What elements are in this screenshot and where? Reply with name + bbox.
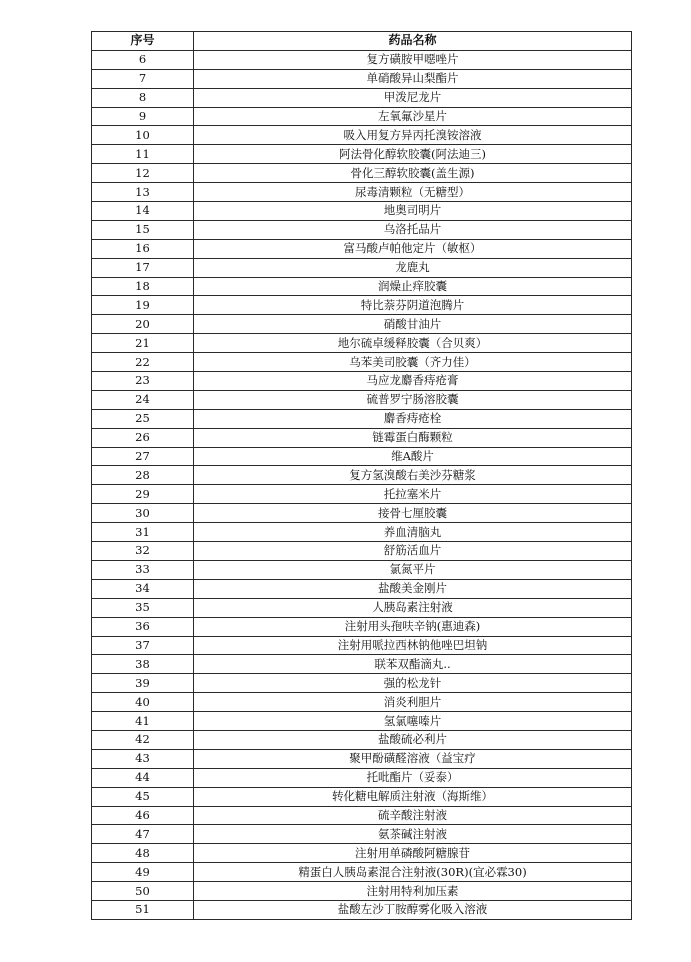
cell-drug-name: 氯氮平片 xyxy=(194,560,632,579)
cell-drug-name: 富马酸卢帕他定片（敏枢） xyxy=(194,239,632,258)
cell-drug-name: 转化糖电解质注射液（海斯维） xyxy=(194,787,632,806)
cell-drug-name: 强的松龙针 xyxy=(194,674,632,693)
cell-serial-number: 23 xyxy=(92,372,194,391)
table-row xyxy=(92,447,632,466)
cell-serial-number: 30 xyxy=(92,504,194,523)
cell-serial-number: 8 xyxy=(92,88,194,107)
table-row xyxy=(92,50,632,69)
table-row xyxy=(92,107,632,126)
table-row xyxy=(92,466,632,485)
cell-serial-number: 18 xyxy=(92,277,194,296)
table-row xyxy=(92,372,632,391)
cell-drug-name: 氨茶碱注射液 xyxy=(194,825,632,844)
table-row xyxy=(92,523,632,542)
cell-serial-number: 24 xyxy=(92,390,194,409)
cell-serial-number: 48 xyxy=(92,844,194,863)
table-row xyxy=(92,806,632,825)
header-drug-name: 药品名称 xyxy=(194,32,632,51)
table-row xyxy=(92,485,632,504)
cell-drug-name: 注射用单磷酸阿糖腺苷 xyxy=(194,844,632,863)
cell-drug-name: 舒筋活血片 xyxy=(194,542,632,561)
cell-serial-number: 10 xyxy=(92,126,194,145)
cell-serial-number: 31 xyxy=(92,523,194,542)
table-row xyxy=(92,239,632,258)
table-row xyxy=(92,428,632,447)
table-row xyxy=(92,787,632,806)
cell-drug-name: 硫普罗宁肠溶胶囊 xyxy=(194,390,632,409)
table-row xyxy=(92,334,632,353)
table-row xyxy=(92,145,632,164)
cell-drug-name: 消炎利胆片 xyxy=(194,693,632,712)
table-row xyxy=(92,863,632,882)
cell-drug-name: 地尔硫卓缓释胶囊（合贝爽） xyxy=(194,334,632,353)
table-row xyxy=(92,542,632,561)
table-row xyxy=(92,636,632,655)
table-row xyxy=(92,655,632,674)
table-row xyxy=(92,693,632,712)
cell-serial-number: 16 xyxy=(92,239,194,258)
cell-drug-name: 托拉塞米片 xyxy=(194,485,632,504)
table-row xyxy=(92,88,632,107)
cell-drug-name: 盐酸美金刚片 xyxy=(194,579,632,598)
table-row xyxy=(92,220,632,239)
cell-serial-number: 37 xyxy=(92,636,194,655)
cell-drug-name: 氢氯噻嗪片 xyxy=(194,712,632,731)
cell-drug-name: 人胰岛素注射液 xyxy=(194,598,632,617)
table-row xyxy=(92,409,632,428)
cell-drug-name: 硫辛酸注射液 xyxy=(194,806,632,825)
table-row xyxy=(92,164,632,183)
table-row xyxy=(92,258,632,277)
cell-serial-number: 7 xyxy=(92,69,194,88)
cell-drug-name: 乌苯美司胶囊（齐力佳） xyxy=(194,353,632,372)
table-row xyxy=(92,617,632,636)
table-row xyxy=(92,844,632,863)
cell-drug-name: 复方磺胺甲噁唑片 xyxy=(194,50,632,69)
cell-drug-name: 骨化三醇软胶囊(盖生源) xyxy=(194,164,632,183)
cell-drug-name: 托吡酯片（妥泰） xyxy=(194,768,632,787)
cell-serial-number: 42 xyxy=(92,730,194,749)
cell-drug-name: 地奥司明片 xyxy=(194,202,632,221)
cell-serial-number: 15 xyxy=(92,220,194,239)
cell-serial-number: 28 xyxy=(92,466,194,485)
cell-serial-number: 26 xyxy=(92,428,194,447)
table-header-row xyxy=(92,32,632,51)
cell-serial-number: 17 xyxy=(92,258,194,277)
cell-serial-number: 40 xyxy=(92,693,194,712)
cell-serial-number: 34 xyxy=(92,579,194,598)
cell-serial-number: 14 xyxy=(92,202,194,221)
cell-serial-number: 38 xyxy=(92,655,194,674)
cell-serial-number: 19 xyxy=(92,296,194,315)
cell-drug-name: 注射用特利加压素 xyxy=(194,882,632,901)
cell-drug-name: 乌洛托品片 xyxy=(194,220,632,239)
table-row xyxy=(92,579,632,598)
header-serial-number: 序号 xyxy=(92,32,194,51)
cell-serial-number: 29 xyxy=(92,485,194,504)
cell-drug-name: 联苯双酯滴丸.. xyxy=(194,655,632,674)
cell-drug-name: 硝酸甘油片 xyxy=(194,315,632,334)
table-row xyxy=(92,560,632,579)
table-row xyxy=(92,900,632,919)
cell-serial-number: 41 xyxy=(92,712,194,731)
table-row xyxy=(92,598,632,617)
cell-drug-name: 单硝酸异山梨酯片 xyxy=(194,69,632,88)
table-row xyxy=(92,768,632,787)
cell-serial-number: 32 xyxy=(92,542,194,561)
cell-drug-name: 聚甲酚磺醛溶液（益宝疗 xyxy=(194,749,632,768)
cell-serial-number: 45 xyxy=(92,787,194,806)
table-row xyxy=(92,674,632,693)
table-row xyxy=(92,882,632,901)
cell-drug-name: 龙鹿丸 xyxy=(194,258,632,277)
cell-serial-number: 44 xyxy=(92,768,194,787)
table-row xyxy=(92,277,632,296)
cell-drug-name: 复方氢溴酸右美沙芬糖浆 xyxy=(194,466,632,485)
table-row xyxy=(92,730,632,749)
table-row xyxy=(92,390,632,409)
cell-drug-name: 左氧氟沙星片 xyxy=(194,107,632,126)
cell-serial-number: 36 xyxy=(92,617,194,636)
table-row xyxy=(92,202,632,221)
cell-serial-number: 27 xyxy=(92,447,194,466)
cell-serial-number: 9 xyxy=(92,107,194,126)
cell-drug-name: 特比萘芬阴道泡腾片 xyxy=(194,296,632,315)
cell-serial-number: 13 xyxy=(92,183,194,202)
cell-serial-number: 21 xyxy=(92,334,194,353)
table-row xyxy=(92,69,632,88)
cell-drug-name: 注射用头孢呋辛钠(惠迪森) xyxy=(194,617,632,636)
cell-serial-number: 20 xyxy=(92,315,194,334)
table-row xyxy=(92,315,632,334)
table-row xyxy=(92,126,632,145)
cell-drug-name: 盐酸硫必利片 xyxy=(194,730,632,749)
cell-serial-number: 11 xyxy=(92,145,194,164)
cell-drug-name: 注射用哌拉西林钠他唑巴坦钠 xyxy=(194,636,632,655)
table-row xyxy=(92,749,632,768)
cell-serial-number: 51 xyxy=(92,900,194,919)
cell-drug-name: 阿法骨化醇软胶囊(阿法迪三) xyxy=(194,145,632,164)
table-row xyxy=(92,712,632,731)
cell-drug-name: 甲泼尼龙片 xyxy=(194,88,632,107)
cell-drug-name: 吸入用复方异丙托溴铵溶液 xyxy=(194,126,632,145)
table-body xyxy=(92,50,632,919)
cell-drug-name: 盐酸左沙丁胺醇雾化吸入溶液 xyxy=(194,900,632,919)
cell-serial-number: 22 xyxy=(92,353,194,372)
cell-serial-number: 49 xyxy=(92,863,194,882)
cell-drug-name: 接骨七厘胶囊 xyxy=(194,504,632,523)
cell-serial-number: 47 xyxy=(92,825,194,844)
cell-drug-name: 精蛋白人胰岛素混合注射液(30R)(宜必霖30) xyxy=(194,863,632,882)
cell-serial-number: 6 xyxy=(92,50,194,69)
cell-serial-number: 35 xyxy=(92,598,194,617)
cell-drug-name: 维A酸片 xyxy=(194,447,632,466)
table-row xyxy=(92,353,632,372)
cell-serial-number: 33 xyxy=(92,560,194,579)
table-row xyxy=(92,183,632,202)
cell-drug-name: 链霉蛋白酶颗粒 xyxy=(194,428,632,447)
cell-drug-name: 润燥止痒胶囊 xyxy=(194,277,632,296)
cell-drug-name: 养血清脑丸 xyxy=(194,523,632,542)
table-row xyxy=(92,296,632,315)
table-row xyxy=(92,825,632,844)
cell-serial-number: 39 xyxy=(92,674,194,693)
cell-serial-number: 25 xyxy=(92,409,194,428)
drug-list-table xyxy=(91,31,632,920)
cell-serial-number: 12 xyxy=(92,164,194,183)
cell-drug-name: 马应龙麝香痔疮膏 xyxy=(194,372,632,391)
cell-serial-number: 50 xyxy=(92,882,194,901)
cell-serial-number: 46 xyxy=(92,806,194,825)
cell-drug-name: 麝香痔疮栓 xyxy=(194,409,632,428)
cell-serial-number: 43 xyxy=(92,749,194,768)
table-row xyxy=(92,504,632,523)
cell-drug-name: 尿毒清颗粒（无糖型） xyxy=(194,183,632,202)
